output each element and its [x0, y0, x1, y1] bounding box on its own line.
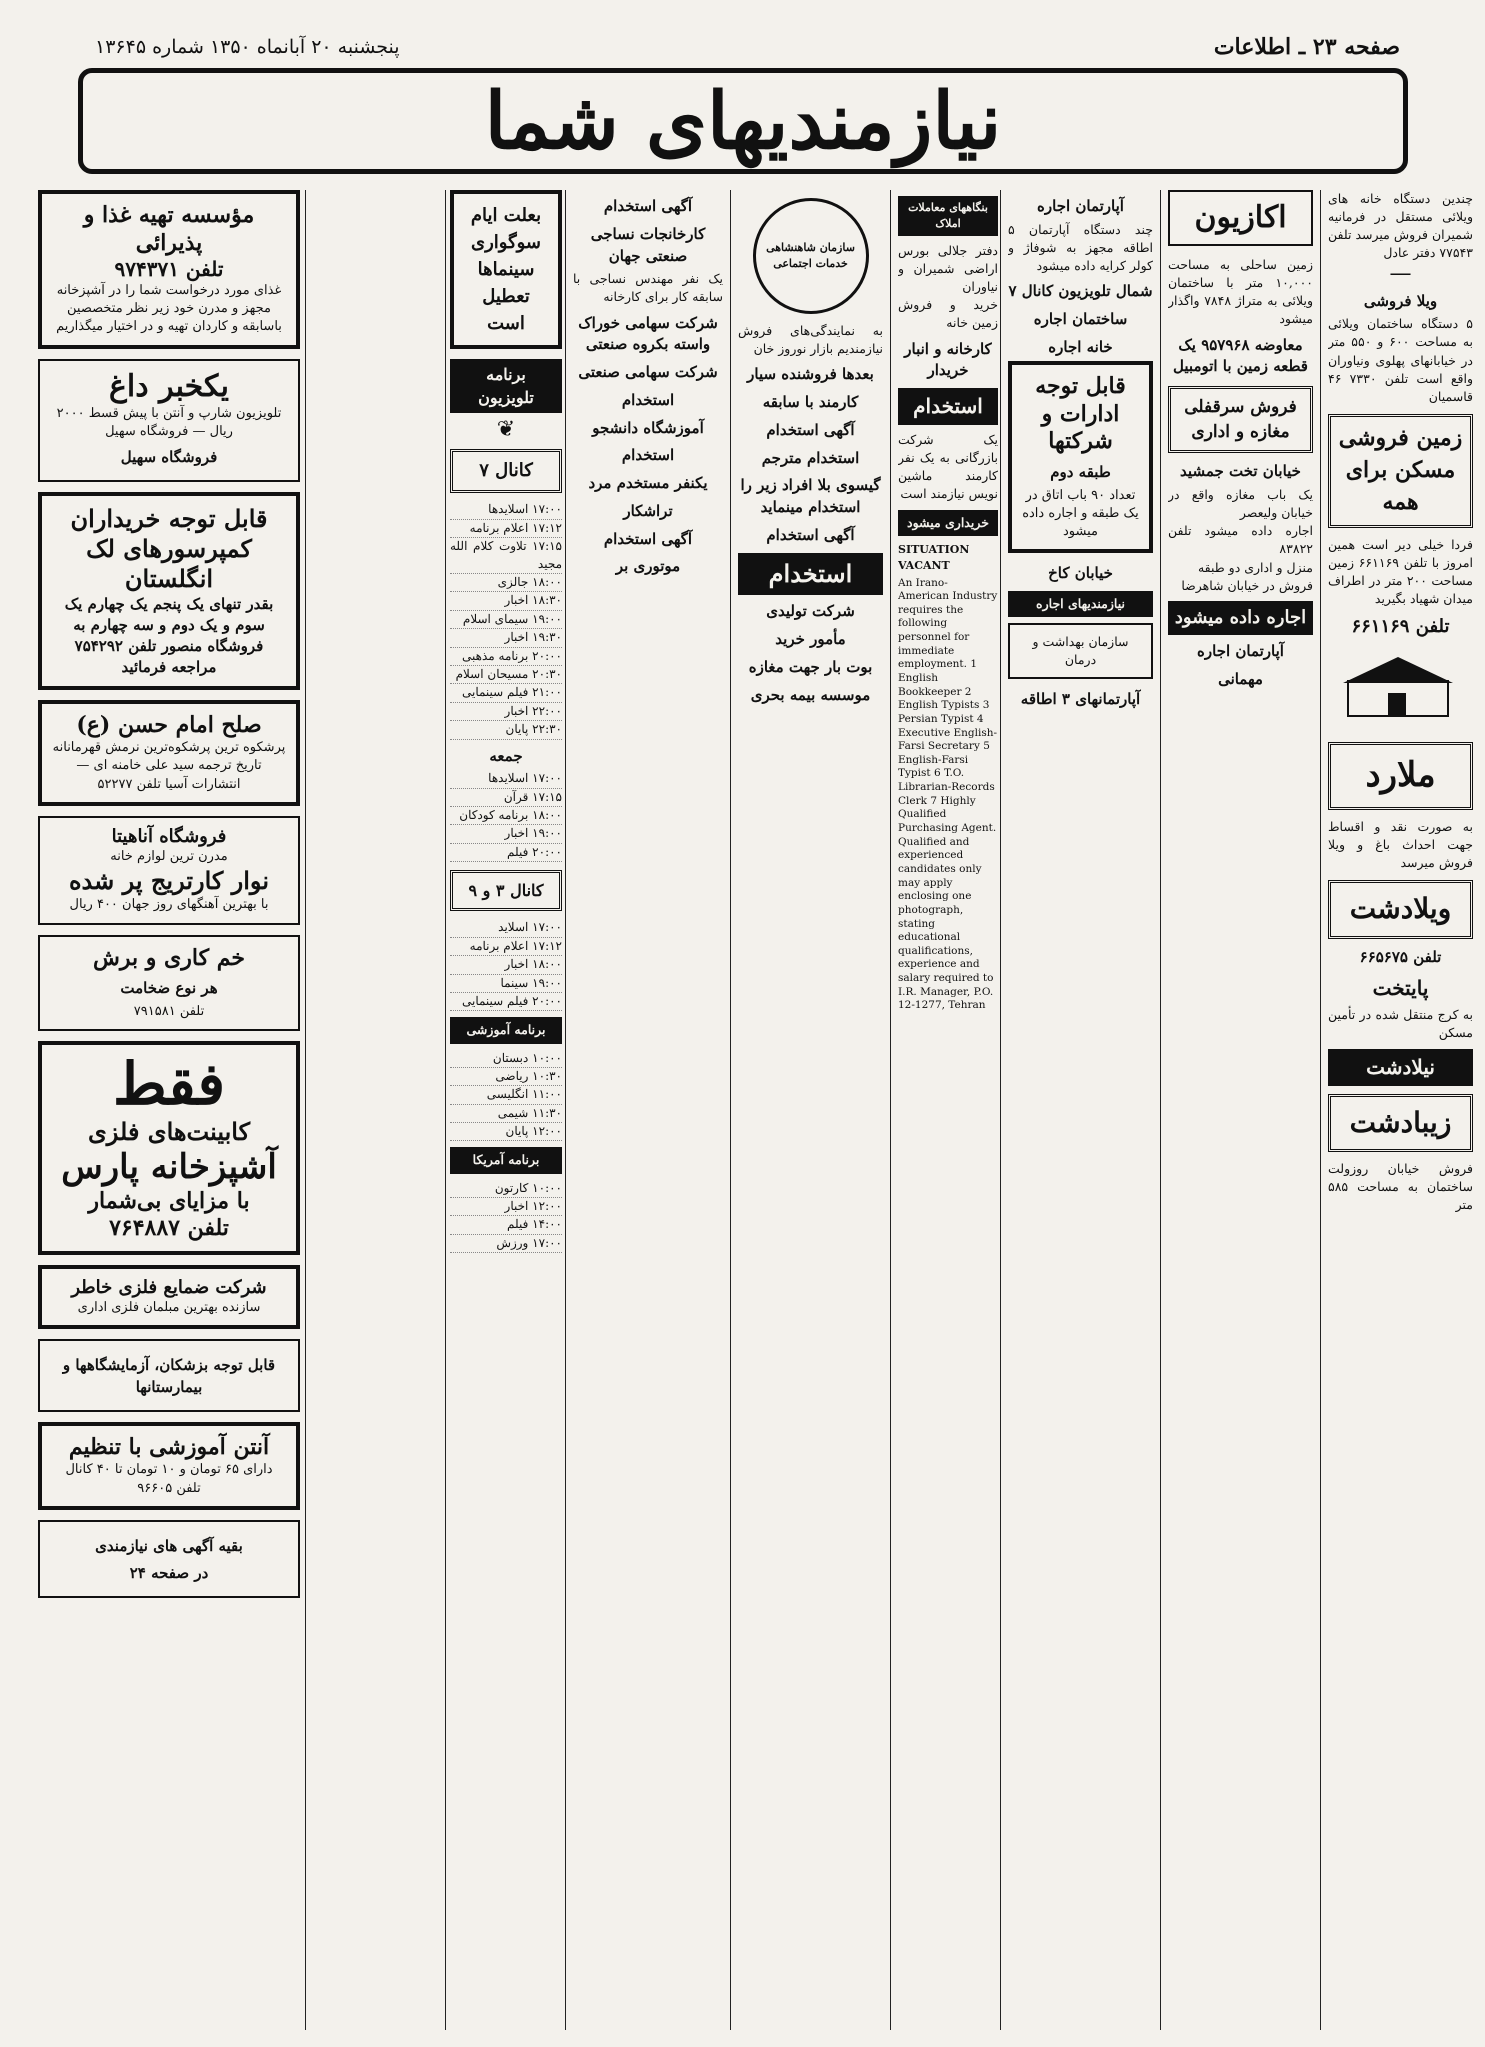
continued-notice [38, 1520, 300, 1599]
book-title: صلح امام حسن (ع) [76, 711, 262, 738]
program-row: ۱۷:۰۰ ورزش [450, 1235, 562, 1253]
text-block: یک نفر مهندس نساجی با سابقه کار برای کارخانه [573, 271, 723, 305]
gusi-title: گیسوی بلا افراد زیر را استخدام مینماید [740, 476, 881, 516]
news-ad [38, 359, 300, 482]
karkhane-title: کارخانجات نساجی صنعتی جهان [590, 224, 706, 265]
column-rule [730, 190, 731, 2030]
column-3 [1008, 190, 1153, 2035]
mallard-text: به صورت نقد و اقساط جهت احداث باغ و ویلا فروش میرسد [1328, 818, 1473, 870]
mallard-title: ملارد [1328, 742, 1473, 809]
text-block: به نمایندگی‌های فروش نیازمندیم بازار نوروز خان [738, 323, 883, 357]
estekhdam-d-title: استخدام [621, 446, 675, 465]
america-program-title: برنامه آمریکا [450, 1147, 562, 1173]
column-2 [1168, 190, 1313, 2035]
column-rule [565, 190, 566, 2030]
situation-text: An Irano-American Industry requires the following personnel for immediate employment. 1 English Bookkeeper 2 English Typists 3 Persian Typist 4 Executive English-Farsi Secretary 5 English-Farsi Typist 6 T.O. Librarian-Records Clerk 7 Highly Qualified Purchasing Agent. Qualified and experienced candidates only may apply enclosing one photograph, stating educational qualifications, experience and salary required to I.R. Manager, P.O. 12-1277, Tehran [898, 576, 998, 1012]
program-row: ۲۰:۰۰ فیلم [450, 844, 562, 862]
bending-ad [38, 935, 300, 1031]
antenna-title: آنتن آموزشی با تنظیم [68, 1433, 270, 1460]
qabel-text: تعداد ۹۰ باب اتاق در یک طبقه و اجاره داده میشود [1022, 487, 1139, 539]
column-rule [445, 190, 446, 2030]
column-7-tv [450, 190, 562, 2035]
date-line: پنجشنبه ۲۰ آبانماه ۱۳۵۰ شماره ۱۳۶۴۵ [95, 36, 400, 58]
agahi2-title: آگهی استخدام [766, 525, 855, 544]
ejare-section-box: اجاره داده میشود [1168, 601, 1313, 635]
kakh-title: خیابان کاخ [1048, 564, 1113, 583]
continued-title: بقیه آگهی های نیازمندی [95, 1536, 243, 1555]
program-row: ۱۷:۰۰ اسلایدها [450, 501, 562, 519]
book-ad [38, 700, 300, 806]
sakhteman-head: بنگاههای معاملات املاک [898, 196, 998, 236]
program-row: ۲۰:۰۰ برنامه مذهبی [450, 648, 562, 666]
catering-title: مؤسسه تهیه غذا و پذیرائی [83, 202, 255, 256]
program-row: ۱۹:۰۰ سیمای اسلام [450, 611, 562, 629]
tv-program-title: برنامه تلویزیون [450, 359, 562, 413]
tv-shomal-title: شمال تلویزیون کانال ۷ [1008, 282, 1153, 301]
mosavab-title: آپارتمانهای ۳ اطاقه [1020, 690, 1141, 709]
akazion-title: اکازیون [1194, 200, 1287, 235]
akazion-ad [1168, 190, 1313, 246]
program-row: ۱۸:۳۰ اخبار [450, 592, 562, 610]
metal-ad [38, 1265, 300, 1330]
estekhdam-title: استخدام [621, 390, 675, 409]
compressor-ad [38, 492, 300, 690]
estekhdam-text: یک شرکت بازرگانی به یک نفر کارمند ماشین نویس نیازمند است [898, 432, 998, 502]
apartment-title: آپارتمان اجاره [1197, 641, 1284, 660]
column-5 [738, 190, 883, 2035]
sherkat-sanati-title: شرکت سهامی صنعتی [578, 363, 718, 381]
agahi-st-title: آگهی استخدام [603, 529, 693, 548]
khane-title: خانه اجاره [1048, 337, 1113, 356]
row-item: یک باب مغازه واقع در خیابان ولیعصر [1168, 487, 1313, 521]
row-item: منزل و اداری دو طبقه [1197, 559, 1313, 575]
text-block: خرید و فروش زمین خانه [898, 297, 998, 331]
kitchen-title: فقط [112, 1050, 226, 1119]
program-row: ۱۸:۰۰ برنامه کودکان [450, 807, 562, 825]
program-row: ۲۲:۰۰ اخبار [450, 703, 562, 721]
payetakht-text: به کرج منتقل شده در تأمین مسکن [1328, 1007, 1473, 1041]
holiday-text: بعلت ایام سوگواری سینماها تعطیل است [470, 205, 542, 334]
bending-title: خم کاری و برش [93, 944, 245, 971]
villa-ad-top: چندین دستگاه خانه های ویلائی مستقل در فرمانیه شمیران فروش میرسد تلفن ۷۷۵۴۳ دفتر عادل [1328, 191, 1473, 261]
channel-7-title: کانال ۷ [450, 449, 562, 493]
qabel-title: قابل توجه ادارات و شرکتها [1035, 373, 1126, 455]
page-header [0, 30, 1485, 64]
column-4 [898, 190, 998, 2035]
bank-box: سازمان بهداشت و درمان [1008, 623, 1153, 679]
program-row: ۱۱:۳۰ شیمی [450, 1105, 562, 1123]
book-text: پرشکوه ترین پرشکوه‌ترین نرمش قهرمانانه تاریخ ترجمه سید علی خامنه ای — انتشارات آسیا تلفن ۵۲۲۷۷ [52, 740, 286, 792]
villa-title: ویلا فروشی [1363, 291, 1438, 310]
column-rule [305, 190, 306, 2030]
sar-qofli-title: فروش سرقفلی مغازه و اداری [1168, 386, 1313, 453]
row-item: فروش در خیابان شاهرضا [1181, 577, 1313, 593]
anahita-sub: مدرن ترین لوازم خانه [110, 849, 228, 865]
column-rule [1160, 190, 1161, 2030]
anahita-ad [38, 816, 300, 925]
column-rule [1320, 190, 1321, 2030]
land-ad-phone: تلفن ۶۶۱۱۶۹ [1351, 616, 1450, 638]
vila-dasht-title: ویلادشت [1328, 880, 1473, 939]
program-row: ۱۱:۰۰ انگلیسی [450, 1086, 562, 1104]
estekhdam-motarjem-title: استخدام مترجم [761, 448, 860, 467]
apt-rent-text: چند دستگاه آپارتمان ۵ اطاقه مجهز به شوفاژ و کولر کرایه داده میشود [1008, 221, 1153, 273]
tv-emblem-icon: ❦ [496, 417, 516, 443]
program-row: ۱۸:۰۰ اخبار [450, 956, 562, 974]
cartridge-text: با بهترین آهنگهای روز جهان ۴۰۰ ریال [69, 897, 269, 913]
clinic-title: قابل توجه بزشکان، آزمایشگاهها و بیمارستانها [62, 1356, 276, 1397]
program-row: ۲۱:۰۰ فیلم سینمایی [450, 684, 562, 702]
apt-rent-title: آپارتمان اجاره [1037, 197, 1124, 215]
qabel-floor: طبقه دوم [1050, 462, 1111, 481]
program-row: ۱۲:۰۰ پایان [450, 1123, 562, 1141]
maamur-title: مأمور خرید [775, 630, 846, 649]
row-item: اجاره داده میشود تلفن ۸۳۸۲۲ [1168, 523, 1313, 557]
situation-title: SITUATION VACANT [898, 542, 970, 572]
land-ad-title: زمین فروشی مسکن برای همه [1328, 414, 1473, 528]
sherkat-title: شرکت تولیدی [766, 602, 855, 621]
catering-text: غذای مورد درخواست شما را در آشپزخانه مجهز و مدرن خود زیر نظر متخصصین باسابقه و کاردان تهیه و در اختیار میگذاریم [56, 283, 282, 335]
torab-title: تراشکار [623, 501, 673, 520]
bootbar-title: بوت بار جهت مغازه [748, 657, 873, 676]
bending-phone: تلفن ۷۹۱۵۸۱ [133, 1003, 205, 1019]
page-label: صفحه ۲۳ ـ اطلاعات [1213, 34, 1400, 60]
motor-title: موتوری بر [615, 557, 681, 576]
program-row: ۱۷:۰۰ اسلایدها [450, 770, 562, 788]
kitchen-brand: آشپزخانه پارس [61, 1146, 277, 1187]
emblem-icon: سازمان شاهنشاهی خدمات اجتماعی [753, 198, 869, 314]
catering-ad [38, 190, 300, 349]
house-illustration-icon [1328, 651, 1473, 721]
column-1 [1328, 190, 1473, 2035]
program-row: ۱۸:۰۰ جالزی [450, 574, 562, 592]
continued-sub: در صفحه ۲۴ [129, 1564, 209, 1583]
forooshande-title: بعدها فروشنده‌ سیار [747, 365, 874, 384]
text-block: دفتر جلالی بورس اراضی شمیران و نیاوران [898, 242, 998, 295]
kharidari-title: خریداری میشود [898, 510, 998, 536]
amoozesh-title: آموزشگاه دانشجو [592, 418, 704, 437]
building-title: ساختمان اجاره [1033, 309, 1128, 328]
compressor-text: بقدر تنهای یک پنجم یک چهارم یک سوم و یک دوم و سه چهارم به فروشگاه منصور تلفن ۷۵۴۲۹۲ مراجعه فرمائید [64, 594, 274, 676]
sherkat-sahami-title: شرکت سهامی خوراک واسته بکروه صنعتی [578, 313, 718, 354]
kitchen-sub: کابینت‌های فلزی [87, 1116, 251, 1146]
column-8-ads [38, 190, 300, 2035]
program-row: ۱۲:۰۰ اخبار [450, 1198, 562, 1216]
yekanfar-title: یکنفر مستخدم مرد [588, 474, 708, 492]
moasese-title: موسسه بیمه بحری [750, 685, 871, 704]
qabel-ad [1008, 361, 1153, 553]
karkhaneh-title: کارخانه و انبار خریدار [904, 339, 992, 380]
villa-text: ۵ دستگاه ساختمان ویلائی به مساحت ۶۰۰ و ۵۵۰ متر در خیابانهای پهلوی ونیاوران واقع است تلفن ۷۳۳۰ ۴۶ قاسمیان [1328, 316, 1473, 404]
column-rule [890, 190, 891, 2030]
agahi-title: آگهی استخدام [766, 420, 855, 439]
antenna-ad [38, 1422, 300, 1510]
anahita-title: فروشگاه آناهیتا [111, 825, 227, 847]
zibadasht-text: فروش خیابان روزولت ساختمان به مساحت ۵۸۵ متر [1328, 1161, 1473, 1213]
estekhdam-banner: استخدام [738, 553, 883, 596]
program-row: ۱۷:۰۰ اسلاید [450, 919, 562, 937]
program-row: ۱۰:۰۰ کارتون [450, 1180, 562, 1198]
banner-title: نیازمندیهای شما [484, 75, 1002, 167]
column-6 [573, 190, 723, 2035]
program-row: ۱۹:۳۰ اخبار [450, 629, 562, 647]
news-sub: فروشگاه سهیل [120, 447, 218, 466]
antenna-text: دارای ۶۵ تومان و ۱۰ تومان تا ۴۰ کانال تلفن ۹۶۶۰۵ [65, 1462, 273, 1496]
divider: — [1389, 260, 1412, 286]
clinic-ad [38, 1339, 300, 1412]
karmand-title: کارمند با سابقه [762, 393, 859, 411]
program-row: ۱۰:۳۰ ریاضی [450, 1068, 562, 1086]
estekhdam-title: استخدام [898, 388, 998, 425]
mehmani-title: مهمانی [1218, 669, 1263, 688]
moaveze-text: معاوضه ۹۵۷۹۶۸ یک قطعه زمین با اتومبیل [1173, 335, 1308, 376]
news-text: تلویزیون شارپ و آنتن با پیش قسط ۲۰۰۰ ریال — فروشگاه سهیل [56, 405, 282, 439]
kitchen-tag: با مزایای بی‌شمار [88, 1187, 250, 1214]
news-title: یکخبر داغ [109, 368, 229, 404]
bending-sub: هر نوع ضخامت [120, 979, 218, 998]
channel-39-title: کانال ۳ و ۹ [450, 870, 562, 911]
school-program-title: برنامه آموزشی [450, 1017, 562, 1043]
takht-jamshid-title: خیابان تخت جمشید [1180, 462, 1301, 481]
kitchen-phone: تلفن ۷۶۴۸۸۷ [109, 1215, 229, 1242]
program-row: ۱۷:۱۵ قرآن [450, 789, 562, 807]
compressor-title: قابل توجه خریداران کمپرسورهای لک انگلستان [70, 503, 268, 593]
program-row: ۱۷:۱۵ تلاوت کلام الله مجید [450, 538, 562, 574]
ejare-section-title: نیازمندیهای اجاره [1008, 591, 1153, 617]
agahi-title: آگهی استخدام [603, 197, 693, 215]
kitchen-ad [38, 1041, 300, 1255]
catering-phone: تلفن ۹۷۴۳۷۱ [114, 257, 224, 281]
friday-title: جمعه [489, 746, 523, 765]
program-row: ۱۷:۱۲ اعلام برنامه [450, 938, 562, 956]
brand-logo: نیلادشت [1328, 1049, 1473, 1086]
holiday-notice [450, 190, 562, 349]
zibadasht-title: زیبادشت [1328, 1094, 1473, 1153]
program-row: ۱۷:۱۲ اعلام برنامه [450, 520, 562, 538]
land-ad-text: فردا خیلی دیر است همین امروز با تلفن ۶۶۱۱۶۹ زمین مساحت ۲۰۰ متر در اطراف میدان شهیاد بگیرید [1328, 536, 1473, 606]
payetakht-title: پایتخت [1372, 976, 1429, 1001]
program-row: ۲۰:۳۰ مسیحان اسلام [450, 666, 562, 684]
metal-title: شرکت ضمایع فلزی خاطر [71, 1276, 267, 1298]
program-row: ۲۰:۰۰ فیلم سینمایی [450, 993, 562, 1011]
vila-dasht-phone: تلفن ۶۶۵۶۷۵ [1359, 947, 1442, 966]
akazion-text: زمین ساحلی به مساحت ۱۰,۰۰۰ متر با ساختمان ویلائی به متراژ ۷۸۴۸ واگذار میشود [1168, 257, 1313, 327]
metal-text: سازنده بهترین مبلمان فلزی اداری [77, 1300, 261, 1316]
column-rule [1000, 190, 1001, 2030]
program-row: ۱۴:۰۰ فیلم [450, 1216, 562, 1234]
program-row: ۱۰:۰۰ دبستان [450, 1050, 562, 1068]
program-row: ۱۹:۰۰ اخبار [450, 825, 562, 843]
section-banner [78, 68, 1408, 174]
program-row: ۲۲:۳۰ پایان [450, 721, 562, 739]
program-row: ۱۹:۰۰ سینما [450, 975, 562, 993]
cartridge-title: نوار کارتریج پر شده [68, 866, 270, 896]
